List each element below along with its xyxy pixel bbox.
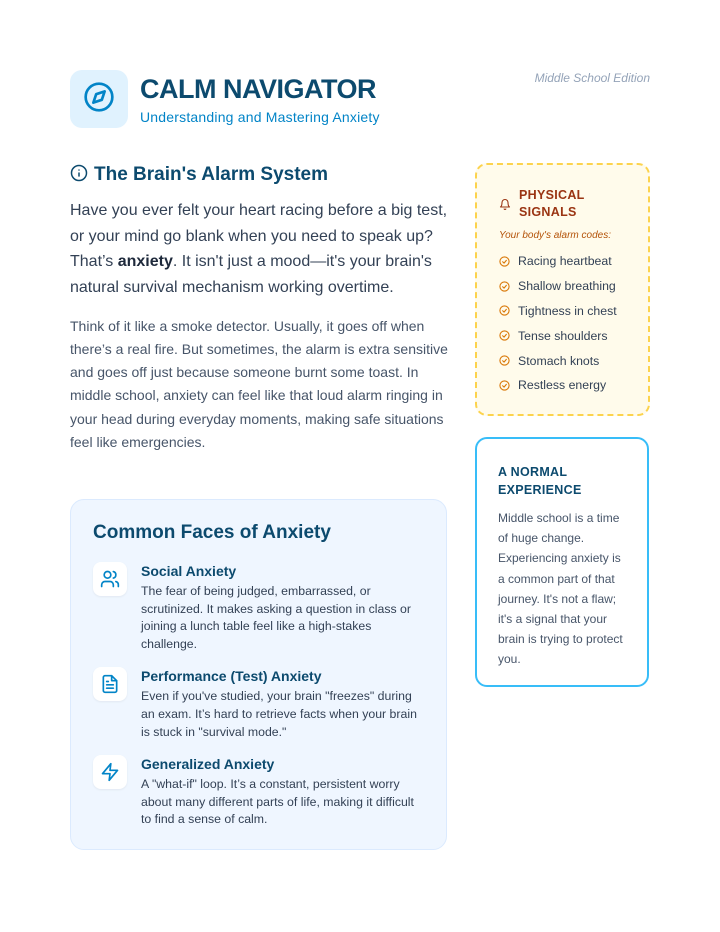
bell-icon xyxy=(499,198,511,216)
card-title: Common Faces of Anxiety xyxy=(93,522,331,543)
lead-paragraph: Have you ever felt your heart racing before a big test, or your mind go blank when you need to speak up? That’s anxiety. It isn't just a mood—it's your brain's natural survival mechanism working overtime. xyxy=(70,202,448,297)
page-header xyxy=(70,70,380,128)
physical-signals-box xyxy=(475,163,650,416)
logo xyxy=(70,70,128,128)
normal-text: Middle school is a time of huge change. Experiencing anxiety is a common part of that journey. It's not a flaw; it's a signal that your brain is trying to protect you. xyxy=(498,511,623,667)
signal-item: Stomach knots xyxy=(499,348,630,373)
signals-list xyxy=(499,249,630,398)
check-circle-icon xyxy=(499,330,510,341)
check-circle-icon xyxy=(499,380,510,391)
anxiety-type-title: Generalized Anxiety xyxy=(141,756,275,773)
lightning-icon xyxy=(93,755,127,789)
anxiety-type-item xyxy=(93,755,424,829)
anxiety-keyword: anxiety xyxy=(117,253,173,271)
section-title: The Brain's Alarm System xyxy=(94,164,329,185)
anxiety-types-card xyxy=(70,499,447,850)
check-circle-icon xyxy=(499,256,510,267)
signals-title: PHYSICAL SIGNALS xyxy=(519,188,585,219)
body-paragraph: Think of it like a smoke detector. Usually, it goes off when there’s a real fire. But sometimes, the alarm is extra sensitive and goes off just because someone burnt some toast. In middle school, anxiety can feel like that loud alarm ringing in your head during everyday moments, making safe situations feel like emergencies. xyxy=(70,317,448,450)
signal-item: Tightness in chest xyxy=(499,299,630,324)
users-icon xyxy=(93,562,127,596)
anxiety-type-desc: A "what-if" loop. It’s a constant, persistent worry about many different parts of life, making it difficult to find a sense of calm. xyxy=(141,777,414,827)
page-title: CALM NAVIGATOR xyxy=(140,74,376,104)
signal-item: Shallow breathing xyxy=(499,274,630,299)
anxiety-type-desc: Even if you've studied, your brain "freezes" during an exam. It’s hard to retrieve facts when your brain is stuck in "survival mode." xyxy=(141,689,417,739)
normal-title: A NORMAL EXPERIENCE xyxy=(498,465,582,497)
signal-item: Racing heartbeat xyxy=(499,249,630,274)
signal-item: Tense shoulders xyxy=(499,323,630,348)
document-icon xyxy=(93,667,127,701)
page-subtitle: Understanding and Mastering Anxiety xyxy=(140,109,380,125)
check-circle-icon xyxy=(499,281,510,292)
signal-item: Restless energy xyxy=(499,373,630,398)
edition-label: Middle School Edition xyxy=(534,71,650,85)
anxiety-type-title: Social Anxiety xyxy=(141,563,237,579)
intro-section xyxy=(70,162,448,454)
compass-icon xyxy=(83,81,115,118)
info-icon xyxy=(70,164,88,187)
anxiety-type-title: Performance (Test) Anxiety xyxy=(141,668,322,685)
anxiety-type-desc: The fear of being judged, embarrassed, or scrutinized. It makes asking a question in class or joining a lunch table feel like a high-stakes challenge. xyxy=(141,584,411,651)
anxiety-type-item xyxy=(93,667,424,741)
signals-subtitle: Your body's alarm codes: xyxy=(499,230,611,241)
normal-experience-box xyxy=(475,437,649,687)
check-circle-icon xyxy=(499,305,510,316)
check-circle-icon xyxy=(499,355,510,366)
anxiety-type-item xyxy=(93,562,424,653)
